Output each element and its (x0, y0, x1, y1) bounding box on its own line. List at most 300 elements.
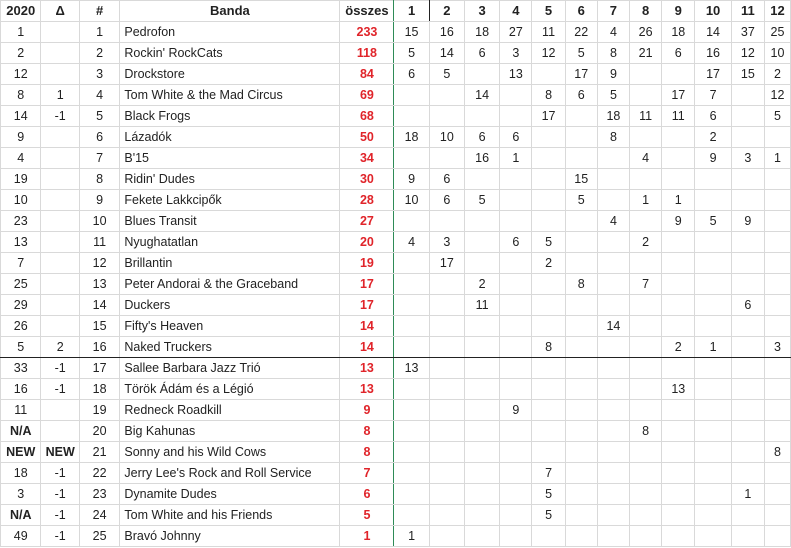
cell-month-7[interactable] (597, 400, 629, 421)
cell-month-11[interactable] (731, 106, 764, 127)
cell-band[interactable]: B'15 (120, 148, 340, 169)
cell-month-12[interactable]: 5 (764, 106, 790, 127)
cell-month-1[interactable] (394, 211, 429, 232)
cell-band[interactable]: Nyughatatlan (120, 232, 340, 253)
cell-band[interactable]: Fekete Lakkcipők (120, 190, 340, 211)
cell-month-3[interactable]: 5 (464, 190, 499, 211)
cell-month-2[interactable] (429, 148, 464, 169)
cell-month-5[interactable]: 5 (532, 484, 565, 505)
cell-rank[interactable]: 25 (79, 526, 119, 547)
cell-month-12[interactable] (764, 274, 790, 295)
header-month-9[interactable]: 9 (662, 1, 695, 22)
cell-month-12[interactable]: 10 (764, 43, 790, 64)
cell-total[interactable]: 14 (340, 316, 394, 337)
cell-month-5[interactable] (532, 358, 565, 379)
cell-month-11[interactable]: 9 (731, 211, 764, 232)
cell-month-2[interactable] (429, 85, 464, 106)
cell-month-5[interactable] (532, 127, 565, 148)
cell-month-8[interactable] (630, 505, 662, 526)
cell-band[interactable]: Pedrofon (120, 22, 340, 43)
cell-band[interactable]: Big Kahunas (120, 421, 340, 442)
cell-month-4[interactable]: 9 (500, 400, 532, 421)
cell-total[interactable]: 9 (340, 400, 394, 421)
cell-month-4[interactable] (500, 379, 532, 400)
cell-month-12[interactable]: 2 (764, 64, 790, 85)
cell-month-12[interactable] (764, 526, 790, 547)
cell-month-10[interactable] (695, 358, 731, 379)
cell-month-4[interactable] (500, 106, 532, 127)
cell-month-9[interactable] (662, 295, 695, 316)
cell-delta[interactable] (41, 400, 79, 421)
cell-band[interactable]: Ridin' Dudes (120, 169, 340, 190)
cell-month-9[interactable] (662, 505, 695, 526)
cell-delta[interactable]: -1 (41, 526, 79, 547)
header-month-1[interactable]: 1 (394, 1, 429, 22)
cell-month-7[interactable] (597, 505, 629, 526)
cell-month-6[interactable] (565, 463, 597, 484)
cell-delta[interactable] (41, 169, 79, 190)
cell-month-8[interactable] (630, 484, 662, 505)
cell-month-5[interactable] (532, 64, 565, 85)
cell-month-7[interactable] (597, 358, 629, 379)
cell-month-2[interactable] (429, 358, 464, 379)
cell-month-8[interactable] (630, 169, 662, 190)
cell-month-5[interactable] (532, 148, 565, 169)
cell-month-5[interactable] (532, 190, 565, 211)
cell-month-1[interactable] (394, 379, 429, 400)
cell-month-4[interactable] (500, 211, 532, 232)
cell-month-4[interactable] (500, 85, 532, 106)
cell-delta[interactable] (41, 22, 79, 43)
cell-month-10[interactable]: 14 (695, 22, 731, 43)
cell-rank[interactable]: 24 (79, 505, 119, 526)
cell-month-8[interactable] (630, 85, 662, 106)
cell-month-12[interactable]: 3 (764, 337, 790, 358)
cell-month-11[interactable] (731, 526, 764, 547)
cell-month-5[interactable]: 8 (532, 337, 565, 358)
cell-month-4[interactable]: 27 (500, 22, 532, 43)
cell-month-12[interactable]: 25 (764, 22, 790, 43)
cell-month-5[interactable] (532, 400, 565, 421)
cell-month-7[interactable] (597, 463, 629, 484)
cell-month-7[interactable] (597, 337, 629, 358)
cell-month-2[interactable]: 10 (429, 127, 464, 148)
cell-2020[interactable]: 12 (1, 64, 41, 85)
cell-month-7[interactable]: 4 (597, 211, 629, 232)
cell-month-2[interactable]: 17 (429, 253, 464, 274)
cell-month-3[interactable] (464, 442, 499, 463)
cell-month-11[interactable] (731, 169, 764, 190)
cell-month-3[interactable] (464, 379, 499, 400)
cell-month-6[interactable] (565, 379, 597, 400)
header-month-2[interactable]: 2 (429, 1, 464, 22)
cell-2020[interactable]: 13 (1, 232, 41, 253)
cell-month-6[interactable] (565, 253, 597, 274)
cell-month-2[interactable] (429, 295, 464, 316)
cell-band[interactable]: Sallee Barbara Jazz Trió (120, 358, 340, 379)
cell-month-5[interactable] (532, 295, 565, 316)
cell-month-7[interactable] (597, 232, 629, 253)
cell-month-7[interactable] (597, 253, 629, 274)
cell-month-4[interactable]: 3 (500, 43, 532, 64)
cell-month-8[interactable]: 1 (630, 190, 662, 211)
cell-month-3[interactable]: 11 (464, 295, 499, 316)
cell-month-3[interactable]: 6 (464, 127, 499, 148)
cell-total[interactable]: 7 (340, 463, 394, 484)
cell-month-1[interactable]: 6 (394, 64, 429, 85)
cell-month-11[interactable]: 12 (731, 43, 764, 64)
cell-month-3[interactable] (464, 232, 499, 253)
cell-month-5[interactable]: 2 (532, 253, 565, 274)
cell-month-3[interactable] (464, 421, 499, 442)
cell-month-6[interactable] (565, 295, 597, 316)
cell-rank[interactable]: 8 (79, 169, 119, 190)
cell-month-3[interactable] (464, 400, 499, 421)
cell-month-1[interactable] (394, 400, 429, 421)
cell-total[interactable]: 1 (340, 526, 394, 547)
cell-month-8[interactable] (630, 526, 662, 547)
cell-delta[interactable] (41, 148, 79, 169)
cell-month-8[interactable] (630, 316, 662, 337)
cell-month-3[interactable] (464, 526, 499, 547)
header-band[interactable]: Banda (120, 1, 340, 22)
cell-2020[interactable]: 23 (1, 211, 41, 232)
cell-rank[interactable]: 21 (79, 442, 119, 463)
cell-band[interactable]: Peter Andorai & the Graceband (120, 274, 340, 295)
cell-month-3[interactable] (464, 253, 499, 274)
cell-2020[interactable]: 16 (1, 379, 41, 400)
cell-rank[interactable]: 13 (79, 274, 119, 295)
cell-month-10[interactable] (695, 442, 731, 463)
cell-month-11[interactable] (731, 316, 764, 337)
cell-month-5[interactable] (532, 169, 565, 190)
cell-month-6[interactable]: 22 (565, 22, 597, 43)
cell-month-11[interactable] (731, 274, 764, 295)
cell-month-1[interactable] (394, 295, 429, 316)
cell-month-8[interactable] (630, 253, 662, 274)
cell-month-6[interactable] (565, 106, 597, 127)
cell-month-2[interactable] (429, 505, 464, 526)
header-2020[interactable]: 2020 (1, 1, 41, 22)
cell-rank[interactable]: 12 (79, 253, 119, 274)
cell-month-4[interactable] (500, 442, 532, 463)
cell-month-8[interactable]: 2 (630, 232, 662, 253)
cell-month-9[interactable] (662, 148, 695, 169)
cell-month-10[interactable] (695, 316, 731, 337)
cell-2020[interactable]: 5 (1, 337, 41, 358)
cell-2020[interactable]: 10 (1, 190, 41, 211)
cell-month-12[interactable] (764, 505, 790, 526)
cell-month-1[interactable] (394, 106, 429, 127)
cell-month-6[interactable] (565, 505, 597, 526)
cell-month-9[interactable] (662, 169, 695, 190)
cell-month-10[interactable] (695, 463, 731, 484)
cell-month-1[interactable]: 9 (394, 169, 429, 190)
cell-month-5[interactable]: 11 (532, 22, 565, 43)
cell-month-2[interactable] (429, 400, 464, 421)
cell-rank[interactable]: 15 (79, 316, 119, 337)
cell-month-9[interactable]: 13 (662, 379, 695, 400)
cell-month-7[interactable] (597, 295, 629, 316)
cell-month-1[interactable] (394, 253, 429, 274)
cell-band[interactable]: Dynamite Dudes (120, 484, 340, 505)
cell-month-6[interactable] (565, 358, 597, 379)
cell-month-12[interactable] (764, 400, 790, 421)
header-month-5[interactable]: 5 (532, 1, 565, 22)
cell-total[interactable]: 68 (340, 106, 394, 127)
cell-month-4[interactable]: 1 (500, 148, 532, 169)
cell-month-9[interactable] (662, 274, 695, 295)
cell-month-6[interactable] (565, 316, 597, 337)
cell-rank[interactable]: 4 (79, 85, 119, 106)
cell-total[interactable]: 233 (340, 22, 394, 43)
cell-month-7[interactable] (597, 379, 629, 400)
cell-month-1[interactable] (394, 421, 429, 442)
cell-month-8[interactable] (630, 400, 662, 421)
cell-month-10[interactable]: 16 (695, 43, 731, 64)
cell-month-2[interactable] (429, 211, 464, 232)
cell-band[interactable]: Redneck Roadkill (120, 400, 340, 421)
cell-month-9[interactable]: 9 (662, 211, 695, 232)
cell-total[interactable]: 19 (340, 253, 394, 274)
cell-month-4[interactable] (500, 295, 532, 316)
cell-month-5[interactable]: 12 (532, 43, 565, 64)
cell-month-12[interactable] (764, 232, 790, 253)
cell-month-2[interactable] (429, 526, 464, 547)
cell-2020[interactable]: 9 (1, 127, 41, 148)
cell-month-11[interactable] (731, 127, 764, 148)
cell-month-7[interactable]: 9 (597, 64, 629, 85)
cell-month-10[interactable] (695, 253, 731, 274)
cell-month-6[interactable] (565, 148, 597, 169)
cell-rank[interactable]: 22 (79, 463, 119, 484)
cell-month-11[interactable]: 15 (731, 64, 764, 85)
cell-month-3[interactable] (464, 211, 499, 232)
header-delta[interactable]: Δ (41, 1, 79, 22)
cell-month-1[interactable] (394, 484, 429, 505)
cell-month-7[interactable]: 5 (597, 85, 629, 106)
cell-month-9[interactable] (662, 442, 695, 463)
cell-month-12[interactable] (764, 169, 790, 190)
cell-month-2[interactable] (429, 337, 464, 358)
cell-month-4[interactable] (500, 526, 532, 547)
cell-band[interactable]: Fifty's Heaven (120, 316, 340, 337)
cell-month-12[interactable] (764, 190, 790, 211)
cell-month-7[interactable]: 8 (597, 127, 629, 148)
cell-total[interactable]: 84 (340, 64, 394, 85)
cell-month-2[interactable]: 5 (429, 64, 464, 85)
cell-month-1[interactable]: 10 (394, 190, 429, 211)
cell-month-5[interactable] (532, 379, 565, 400)
cell-month-5[interactable] (532, 442, 565, 463)
cell-rank[interactable]: 11 (79, 232, 119, 253)
cell-month-5[interactable] (532, 274, 565, 295)
cell-month-9[interactable] (662, 127, 695, 148)
cell-month-3[interactable] (464, 358, 499, 379)
cell-month-4[interactable] (500, 169, 532, 190)
cell-total[interactable]: 14 (340, 337, 394, 358)
cell-month-8[interactable]: 11 (630, 106, 662, 127)
cell-month-7[interactable] (597, 484, 629, 505)
cell-month-11[interactable] (731, 442, 764, 463)
cell-total[interactable]: 6 (340, 484, 394, 505)
cell-band[interactable]: Jerry Lee's Rock and Roll Service (120, 463, 340, 484)
cell-2020[interactable]: 33 (1, 358, 41, 379)
cell-2020[interactable]: NEW (1, 442, 41, 463)
cell-month-8[interactable]: 7 (630, 274, 662, 295)
header-month-7[interactable]: 7 (597, 1, 629, 22)
cell-month-8[interactable] (630, 358, 662, 379)
cell-2020[interactable]: 3 (1, 484, 41, 505)
cell-month-12[interactable] (764, 358, 790, 379)
cell-total[interactable]: 118 (340, 43, 394, 64)
cell-month-11[interactable] (731, 463, 764, 484)
cell-total[interactable]: 17 (340, 295, 394, 316)
cell-total[interactable]: 27 (340, 211, 394, 232)
cell-total[interactable]: 13 (340, 358, 394, 379)
cell-rank[interactable]: 3 (79, 64, 119, 85)
cell-month-4[interactable] (500, 358, 532, 379)
cell-month-1[interactable] (394, 274, 429, 295)
cell-delta[interactable] (41, 211, 79, 232)
cell-month-10[interactable] (695, 400, 731, 421)
cell-2020[interactable]: 1 (1, 22, 41, 43)
cell-delta[interactable] (41, 316, 79, 337)
cell-delta[interactable]: 1 (41, 85, 79, 106)
cell-month-12[interactable] (764, 253, 790, 274)
cell-total[interactable]: 5 (340, 505, 394, 526)
cell-2020[interactable]: 2 (1, 43, 41, 64)
cell-month-11[interactable] (731, 85, 764, 106)
cell-month-3[interactable] (464, 316, 499, 337)
cell-month-2[interactable]: 16 (429, 22, 464, 43)
cell-month-7[interactable]: 18 (597, 106, 629, 127)
header-total[interactable]: összes (340, 1, 394, 22)
cell-delta[interactable]: NEW (41, 442, 79, 463)
cell-month-5[interactable]: 17 (532, 106, 565, 127)
cell-month-6[interactable]: 5 (565, 43, 597, 64)
cell-month-9[interactable] (662, 484, 695, 505)
cell-delta[interactable]: -1 (41, 463, 79, 484)
cell-month-1[interactable] (394, 148, 429, 169)
cell-month-9[interactable]: 6 (662, 43, 695, 64)
cell-month-12[interactable]: 8 (764, 442, 790, 463)
cell-month-11[interactable]: 3 (731, 148, 764, 169)
cell-month-10[interactable]: 9 (695, 148, 731, 169)
cell-rank[interactable]: 7 (79, 148, 119, 169)
cell-band[interactable]: Blues Transit (120, 211, 340, 232)
cell-month-3[interactable] (464, 484, 499, 505)
cell-month-4[interactable] (500, 484, 532, 505)
cell-2020[interactable]: 8 (1, 85, 41, 106)
cell-2020[interactable]: N/A (1, 421, 41, 442)
cell-month-5[interactable] (532, 316, 565, 337)
cell-month-7[interactable] (597, 421, 629, 442)
cell-month-8[interactable]: 8 (630, 421, 662, 442)
cell-month-7[interactable] (597, 190, 629, 211)
cell-month-11[interactable] (731, 379, 764, 400)
cell-month-4[interactable] (500, 463, 532, 484)
cell-month-1[interactable]: 15 (394, 22, 429, 43)
cell-month-12[interactable] (764, 211, 790, 232)
cell-month-10[interactable]: 17 (695, 64, 731, 85)
cell-month-10[interactable] (695, 169, 731, 190)
header-month-12[interactable]: 12 (764, 1, 790, 22)
cell-month-6[interactable]: 5 (565, 190, 597, 211)
cell-month-8[interactable] (630, 127, 662, 148)
cell-month-8[interactable]: 21 (630, 43, 662, 64)
cell-month-4[interactable] (500, 190, 532, 211)
cell-month-9[interactable]: 18 (662, 22, 695, 43)
cell-month-9[interactable]: 11 (662, 106, 695, 127)
cell-delta[interactable]: -1 (41, 358, 79, 379)
cell-delta[interactable] (41, 232, 79, 253)
cell-band[interactable]: Naked Truckers (120, 337, 340, 358)
cell-rank[interactable]: 1 (79, 22, 119, 43)
cell-month-6[interactable] (565, 442, 597, 463)
cell-month-4[interactable] (500, 505, 532, 526)
cell-month-4[interactable] (500, 337, 532, 358)
cell-month-3[interactable]: 18 (464, 22, 499, 43)
cell-2020[interactable]: 11 (1, 400, 41, 421)
cell-month-3[interactable]: 16 (464, 148, 499, 169)
cell-month-2[interactable] (429, 106, 464, 127)
cell-delta[interactable] (41, 295, 79, 316)
cell-month-2[interactable]: 3 (429, 232, 464, 253)
cell-rank[interactable]: 6 (79, 127, 119, 148)
cell-month-2[interactable]: 14 (429, 43, 464, 64)
cell-month-4[interactable]: 6 (500, 232, 532, 253)
cell-total[interactable]: 8 (340, 442, 394, 463)
cell-delta[interactable]: 2 (41, 337, 79, 358)
cell-month-11[interactable] (731, 253, 764, 274)
cell-month-10[interactable] (695, 526, 731, 547)
cell-month-10[interactable] (695, 274, 731, 295)
cell-month-5[interactable] (532, 526, 565, 547)
cell-2020[interactable]: 18 (1, 463, 41, 484)
cell-month-9[interactable] (662, 358, 695, 379)
cell-band[interactable]: Duckers (120, 295, 340, 316)
cell-month-1[interactable] (394, 463, 429, 484)
cell-month-9[interactable]: 17 (662, 85, 695, 106)
cell-2020[interactable]: 7 (1, 253, 41, 274)
cell-rank[interactable]: 2 (79, 43, 119, 64)
cell-month-8[interactable] (630, 379, 662, 400)
cell-month-11[interactable] (731, 358, 764, 379)
cell-month-4[interactable]: 6 (500, 127, 532, 148)
cell-delta[interactable]: -1 (41, 379, 79, 400)
cell-month-7[interactable] (597, 148, 629, 169)
cell-month-9[interactable] (662, 463, 695, 484)
cell-month-9[interactable] (662, 421, 695, 442)
cell-month-3[interactable]: 14 (464, 85, 499, 106)
cell-month-2[interactable] (429, 463, 464, 484)
cell-month-1[interactable]: 18 (394, 127, 429, 148)
cell-delta[interactable] (41, 190, 79, 211)
cell-month-3[interactable] (464, 106, 499, 127)
cell-total[interactable]: 8 (340, 421, 394, 442)
cell-month-12[interactable] (764, 127, 790, 148)
cell-band[interactable]: Black Frogs (120, 106, 340, 127)
cell-total[interactable]: 69 (340, 85, 394, 106)
cell-month-3[interactable]: 2 (464, 274, 499, 295)
cell-month-10[interactable]: 5 (695, 211, 731, 232)
cell-month-11[interactable] (731, 421, 764, 442)
cell-month-11[interactable]: 6 (731, 295, 764, 316)
cell-delta[interactable] (41, 274, 79, 295)
cell-month-11[interactable] (731, 232, 764, 253)
cell-total[interactable]: 28 (340, 190, 394, 211)
